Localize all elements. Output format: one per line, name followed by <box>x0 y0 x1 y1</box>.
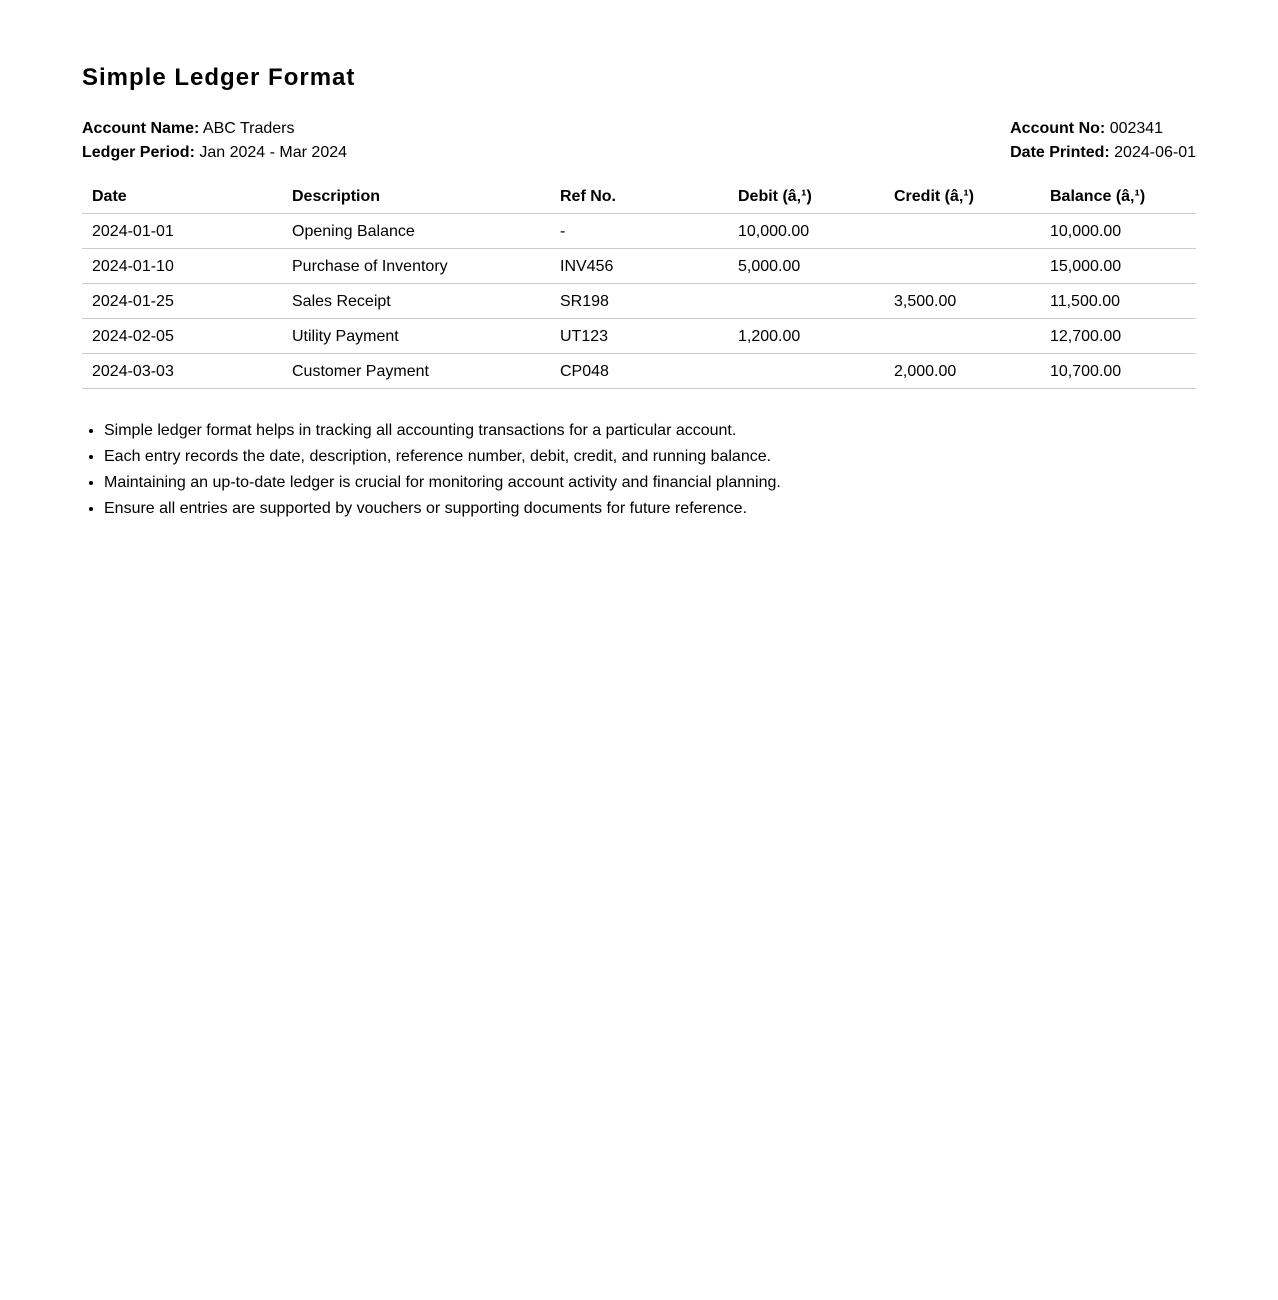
table-row <box>82 319 1196 354</box>
cell-date: 2024-01-25 <box>82 284 282 319</box>
cell-debit: 10,000.00 <box>728 214 884 249</box>
cell-ref-no: - <box>550 214 728 249</box>
ledger-period-label: Ledger Period: <box>82 144 195 161</box>
cell-description: Sales Receipt <box>282 284 550 319</box>
table-row <box>82 214 1196 249</box>
ledger-period-value: Jan 2024 - Mar 2024 <box>199 144 348 161</box>
column-header-description: Description <box>282 179 550 214</box>
cell-credit: 2,000.00 <box>884 354 1040 389</box>
cell-debit: 5,000.00 <box>728 249 884 284</box>
cell-credit: 3,500.00 <box>884 284 1040 319</box>
page-title: Simple Ledger Format <box>82 64 356 91</box>
ledger-table <box>82 179 1196 389</box>
account-no-line <box>1010 117 1196 141</box>
cell-balance: 15,000.00 <box>1040 249 1196 284</box>
cell-balance: 11,500.00 <box>1040 284 1196 319</box>
account-name-line <box>82 117 347 141</box>
cell-description: Utility Payment <box>282 319 550 354</box>
column-header-date: Date <box>82 179 282 214</box>
table-header-row <box>82 179 1196 214</box>
cell-debit: 1,200.00 <box>728 319 884 354</box>
cell-description: Purchase of Inventory <box>282 249 550 284</box>
list-item: • Simple ledger format helps in tracking all accounting transactions for a particular account. <box>104 418 1196 444</box>
table-row <box>82 284 1196 319</box>
date-printed-value: 2024-06-01 <box>1114 144 1196 161</box>
account-no-label: Account No: <box>1010 120 1106 137</box>
cell-ref-no: INV456 <box>550 249 728 284</box>
cell-ref-no: SR198 <box>550 284 728 319</box>
cell-credit <box>884 249 1040 284</box>
ledger-period-line <box>82 141 347 165</box>
table-row <box>82 354 1196 389</box>
cell-date: 2024-01-01 <box>82 214 282 249</box>
date-printed-line <box>1010 141 1196 165</box>
date-printed-label: Date Printed: <box>1010 144 1110 161</box>
account-name-label: Account Name: <box>82 120 200 137</box>
column-header-debit: Debit (â‚¹) <box>728 179 884 214</box>
table-row <box>82 249 1196 284</box>
cell-debit <box>728 354 884 389</box>
account-meta-left <box>82 117 347 165</box>
cell-description: Opening Balance <box>282 214 550 249</box>
cell-credit <box>884 319 1040 354</box>
list-item: • Each entry records the date, description, reference number, debit, credit, and running balance. <box>104 444 1196 470</box>
cell-ref-no: UT123 <box>550 319 728 354</box>
list-item: • Ensure all entries are supported by vouchers or supporting documents for future reference. <box>104 496 1196 522</box>
ledger-page <box>0 0 1278 522</box>
column-header-balance: Balance (â‚¹) <box>1040 179 1196 214</box>
account-meta <box>82 117 1196 165</box>
account-no-value: 002341 <box>1109 120 1164 137</box>
notes-list <box>82 418 1196 522</box>
account-name-value: ABC Traders <box>202 120 295 137</box>
cell-debit <box>728 284 884 319</box>
column-header-credit: Credit (â‚¹) <box>884 179 1040 214</box>
cell-description: Customer Payment <box>282 354 550 389</box>
cell-balance: 10,700.00 <box>1040 354 1196 389</box>
cell-balance: 10,000.00 <box>1040 214 1196 249</box>
account-meta-right <box>1010 117 1196 165</box>
cell-ref-no: CP048 <box>550 354 728 389</box>
list-item: • Maintaining an up-to-date ledger is crucial for monitoring account activity and financial planning. <box>104 470 1196 496</box>
cell-date: 2024-03-03 <box>82 354 282 389</box>
cell-date: 2024-02-05 <box>82 319 282 354</box>
cell-balance: 12,700.00 <box>1040 319 1196 354</box>
column-header-ref-no: Ref No. <box>550 179 728 214</box>
cell-date: 2024-01-10 <box>82 249 282 284</box>
cell-credit <box>884 214 1040 249</box>
